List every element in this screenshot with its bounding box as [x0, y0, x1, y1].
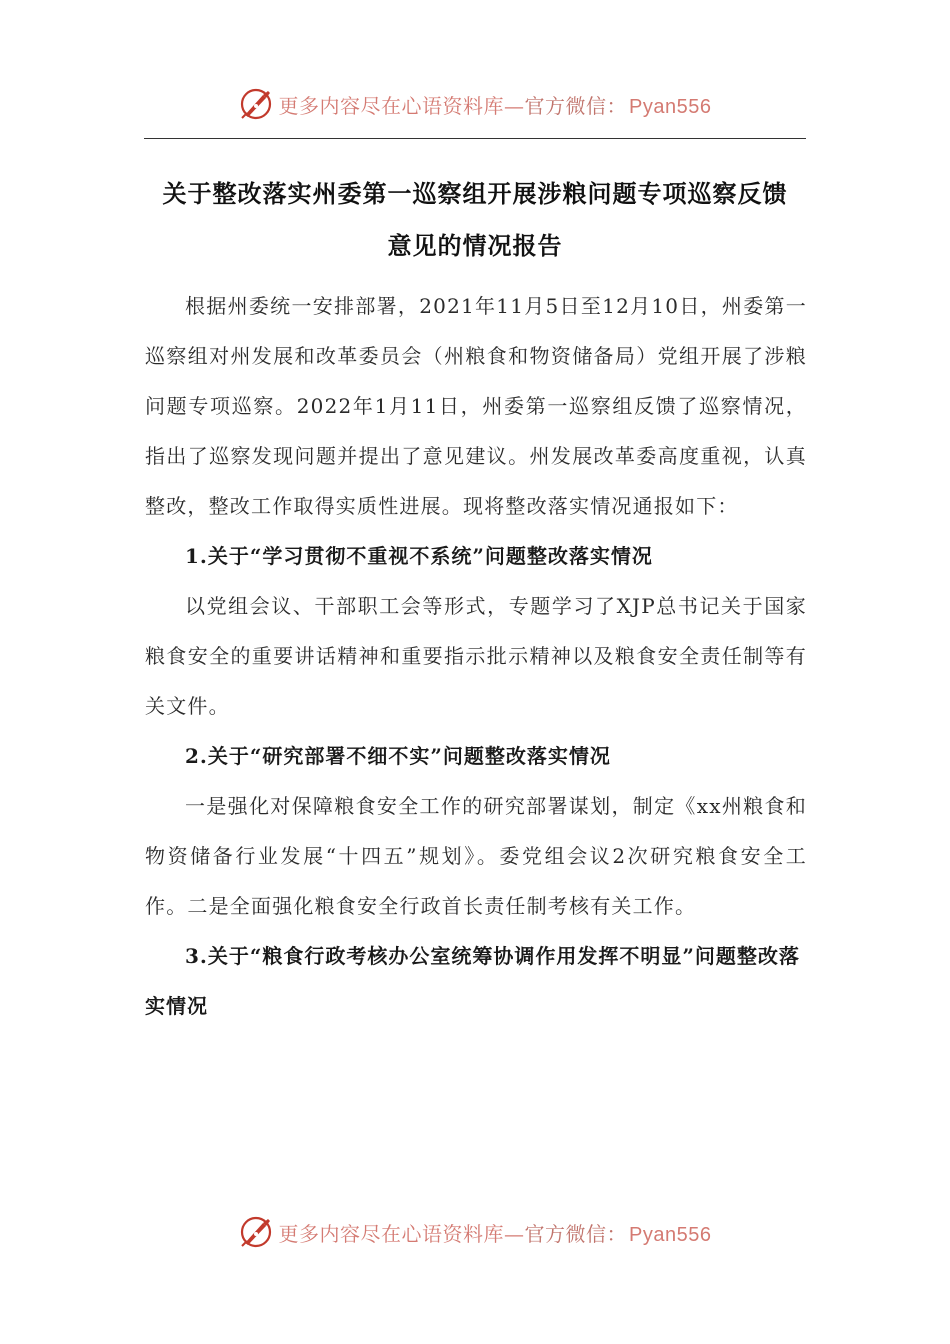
footer-banner [0, 1210, 950, 1254]
banner-text [279, 90, 712, 119]
title-line-2: 意见的情况报告 [387, 231, 563, 260]
wechat-id: Pyan556 [629, 95, 712, 118]
section-2-heading: 2.关于“研究部署不细不实”问题整改落实情况 [185, 744, 611, 768]
document-body [145, 281, 807, 1031]
wechat-label: 官方微信： [524, 93, 628, 118]
header-divider [144, 138, 806, 139]
header-banner [0, 82, 950, 126]
pen-nib-logo-icon [239, 1215, 273, 1249]
pen-nib-logo-icon [239, 87, 273, 121]
section-3-heading: 3.关于“粮食行政考核办公室统筹协调作用发挥不明显”问题整改落实情况 [145, 944, 800, 1018]
section-1-body: 以党组会议、干部职工会等形式，专题学习了XJP总书记关于国家粮食安全的重要讲话精神和重要指示批示精神以及粮食安全责任制等有关文件。 [145, 594, 807, 718]
intro-paragraph: 根据州委统一安排部署，2021年11月5日至12月10日，州委第一巡察组对州发展和改革委员会（州粮食和物资储备局）党组开展了涉粮问题专项巡察。2022年1月11日，州委第一巡察组反馈了巡察情况，指出了巡察发现问题并提出了意见建议。州发展改革委高度重视，认真整改，整改工作取得实质性进展。现将整改落实情况通报如下： [145, 294, 807, 518]
section-1-heading: 1.关于“学习贯彻不重视不系统”问题整改落实情况 [185, 544, 653, 568]
banner-text [279, 1218, 712, 1247]
document-title [140, 168, 810, 272]
section-2-body: 一是强化对保障粮食安全工作的研究部署谋划，制定《xx州粮食和物资储备行业发展“十四五”规划》。委党组会议2次研究粮食安全工作。二是全面强化粮食安全行政首长责任制考核有关工作。 [145, 794, 807, 918]
banner-slogan: 更多内容尽在心语资料库— [278, 93, 525, 118]
banner-slogan: 更多内容尽在心语资料库— [278, 1221, 525, 1246]
wechat-id: Pyan556 [629, 1223, 712, 1246]
wechat-label: 官方微信： [524, 1221, 628, 1246]
title-line-1: 关于整改落实州委第一巡察组开展涉粮问题专项巡察反馈 [162, 179, 788, 208]
